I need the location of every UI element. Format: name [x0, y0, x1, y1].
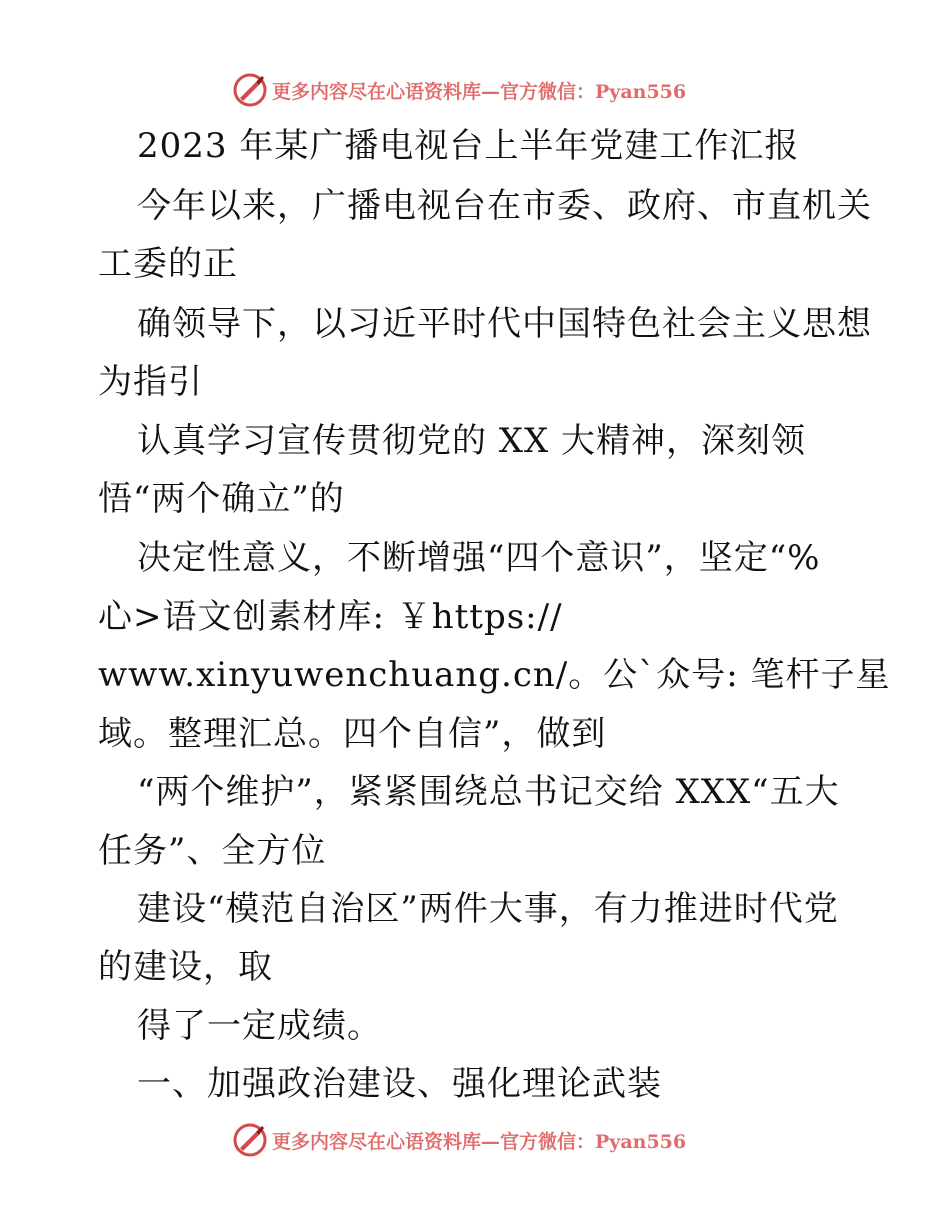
body-line: 心>语文创素材库: ￥https:// — [98, 597, 563, 637]
body-line: 建设“模范自治区”两件大事，有力推进时代党 — [137, 889, 839, 929]
body-line: 认真学习宣传贯彻党的 XX 大精神，深刻领 — [137, 421, 807, 461]
document-title: 2023 年某广播电视台上半年党建工作汇报 — [137, 126, 800, 166]
body-line: www.xinyuwenchuang.cn/。公`众号: 笔杆子星 — [98, 655, 891, 695]
body-line: 确领导下，以习近平时代中国特色社会主义思想 — [137, 304, 872, 344]
body-line: 域。整理汇总。四个自信”，做到 — [98, 714, 607, 754]
watermark-text: 更多内容尽在心语资料库—官方微信：Pyan556 — [272, 80, 687, 103]
watermark-banner-top — [232, 72, 686, 108]
quill-logo-icon — [232, 1122, 268, 1158]
body-line: 工委的正 — [98, 244, 238, 284]
body-line: 得了一定成绩。 — [137, 1006, 382, 1046]
watermark-banner-bottom — [232, 1122, 686, 1158]
body-line: 今年以来，广播电视台在市委、政府、市直机关 — [137, 186, 872, 226]
section-heading: 一、加强政治建设、强化理论武装 — [137, 1064, 662, 1104]
quill-logo-icon — [232, 72, 268, 108]
body-line: 任务”、全方位 — [98, 831, 327, 871]
body-line: 悟“两个确立”的 — [98, 479, 345, 519]
watermark-text: 更多内容尽在心语资料库—官方微信：Pyan556 — [272, 1130, 687, 1153]
body-line: 决定性意义，不断增强“四个意识”，坚定“% — [137, 538, 821, 578]
body-line: 的建设，取 — [98, 947, 273, 987]
body-line: 为指引 — [98, 362, 203, 402]
body-line: “两个维护”，紧紧围绕总书记交给 XXX“五大 — [137, 772, 840, 812]
